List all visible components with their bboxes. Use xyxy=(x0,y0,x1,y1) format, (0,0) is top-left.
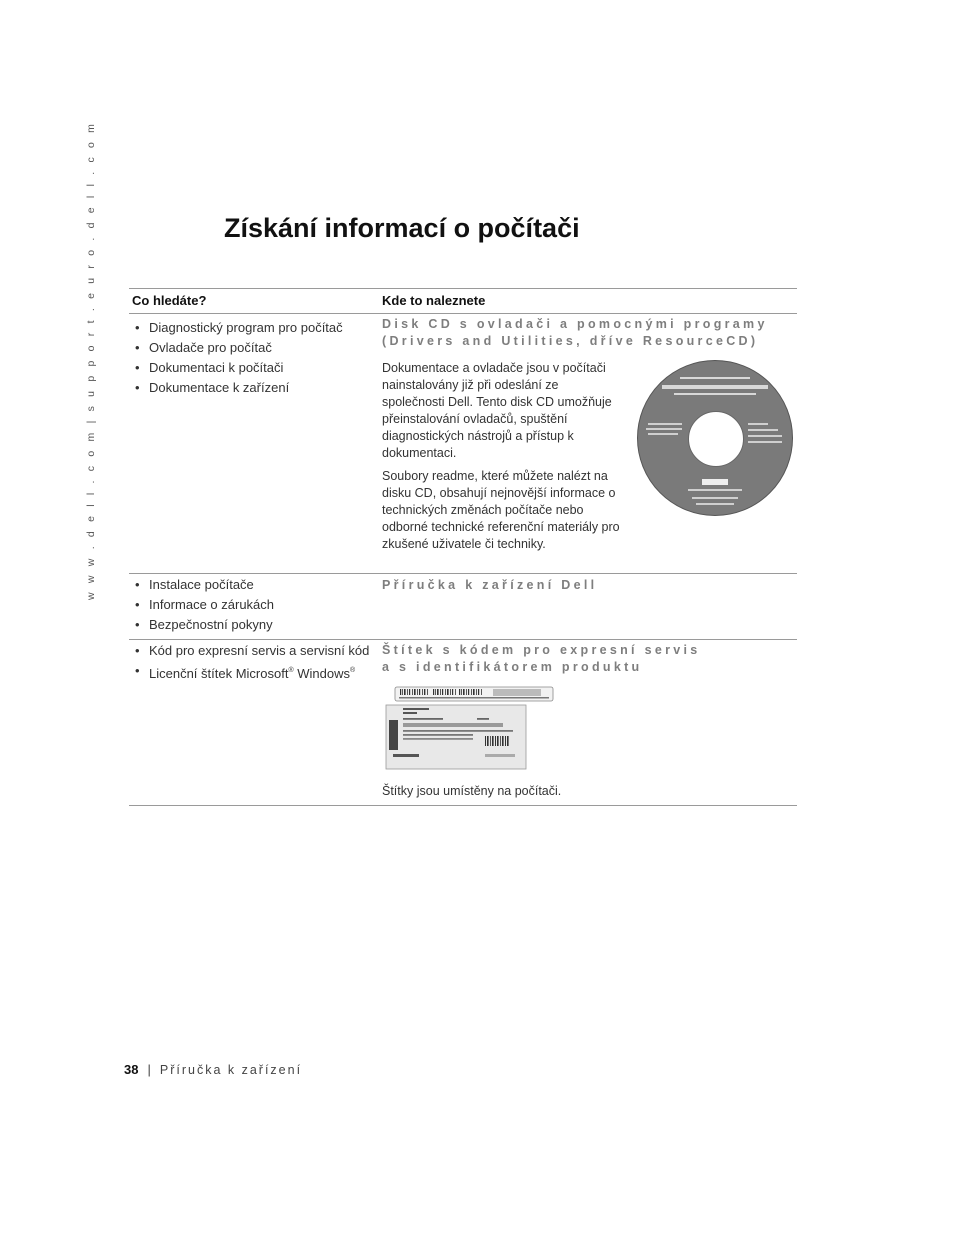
section-heading: Štítek s kódem pro expresní servis xyxy=(382,643,701,657)
side-url-text: w w w . d e l l . c o m | s u p p o r t . e u r o . d e l l . c o m xyxy=(85,120,97,601)
bullet-list xyxy=(135,575,382,635)
service-tag-label-image xyxy=(385,686,555,770)
section-heading: (Drivers and Utilities, dříve ResourceCD) xyxy=(382,334,759,348)
list-item: • Informace o zárukách xyxy=(135,595,382,615)
cd-disc-image xyxy=(637,360,793,516)
list-item: • Kód pro expresní servis a servisní kód xyxy=(135,641,382,661)
caption: Štítky jsou umístěny na počítači. xyxy=(382,784,562,798)
list-item: • Licenční štítek Microsoft® Windows® xyxy=(135,661,382,684)
table-header xyxy=(129,289,797,313)
section-heading: Příručka k zařízení Dell xyxy=(382,578,598,592)
bullet-list xyxy=(135,641,382,684)
cd-center-hole xyxy=(688,411,744,467)
col-left-header: Co hledáte? xyxy=(132,293,207,308)
list-item: • Bezpečnostní pokyny xyxy=(135,615,382,635)
table-rule xyxy=(129,805,797,806)
paragraph: Dokumentace a ovladače jsou v počítači nainstalovány již při odeslání ze společnosti Dell. Tento disk CD umožňuje přeinstalování ovladačů, spuštění diagnostických nástrojů a přístup k dokumentaci. xyxy=(382,361,612,460)
list-item: • Dokumentaci k počítači xyxy=(135,358,382,378)
footer-book-title: Příručka k zařízení xyxy=(159,1063,303,1077)
section-heading: a s identifikátorem produktu xyxy=(382,660,643,674)
section-heading: Disk CD s ovladači a pomocnými programy xyxy=(382,317,768,331)
col-right-header: Kde to naleznete xyxy=(382,293,486,308)
list-item: • Diagnostický program pro počítač xyxy=(135,318,382,338)
list-item: • Ovladače pro počítač xyxy=(135,338,382,358)
table-row xyxy=(129,574,797,639)
list-item: • Instalace počítače xyxy=(135,575,382,595)
paragraph: Soubory readme, které můžete nalézt na disku CD, obsahují nejnovější informace o technických změnách počítače nebo odborné technické referenční materiály pro zkušené uživatele či techniky. xyxy=(382,469,620,551)
dell-logo-icon xyxy=(702,479,728,485)
page-footer xyxy=(124,1062,302,1077)
page-title: Získání informací o počítači xyxy=(224,213,580,243)
bullet-list xyxy=(135,318,382,398)
list-item: • Dokumentace k zařízení xyxy=(135,378,382,398)
footer-separator: | xyxy=(147,1062,151,1077)
page-number: 38 xyxy=(124,1062,139,1077)
